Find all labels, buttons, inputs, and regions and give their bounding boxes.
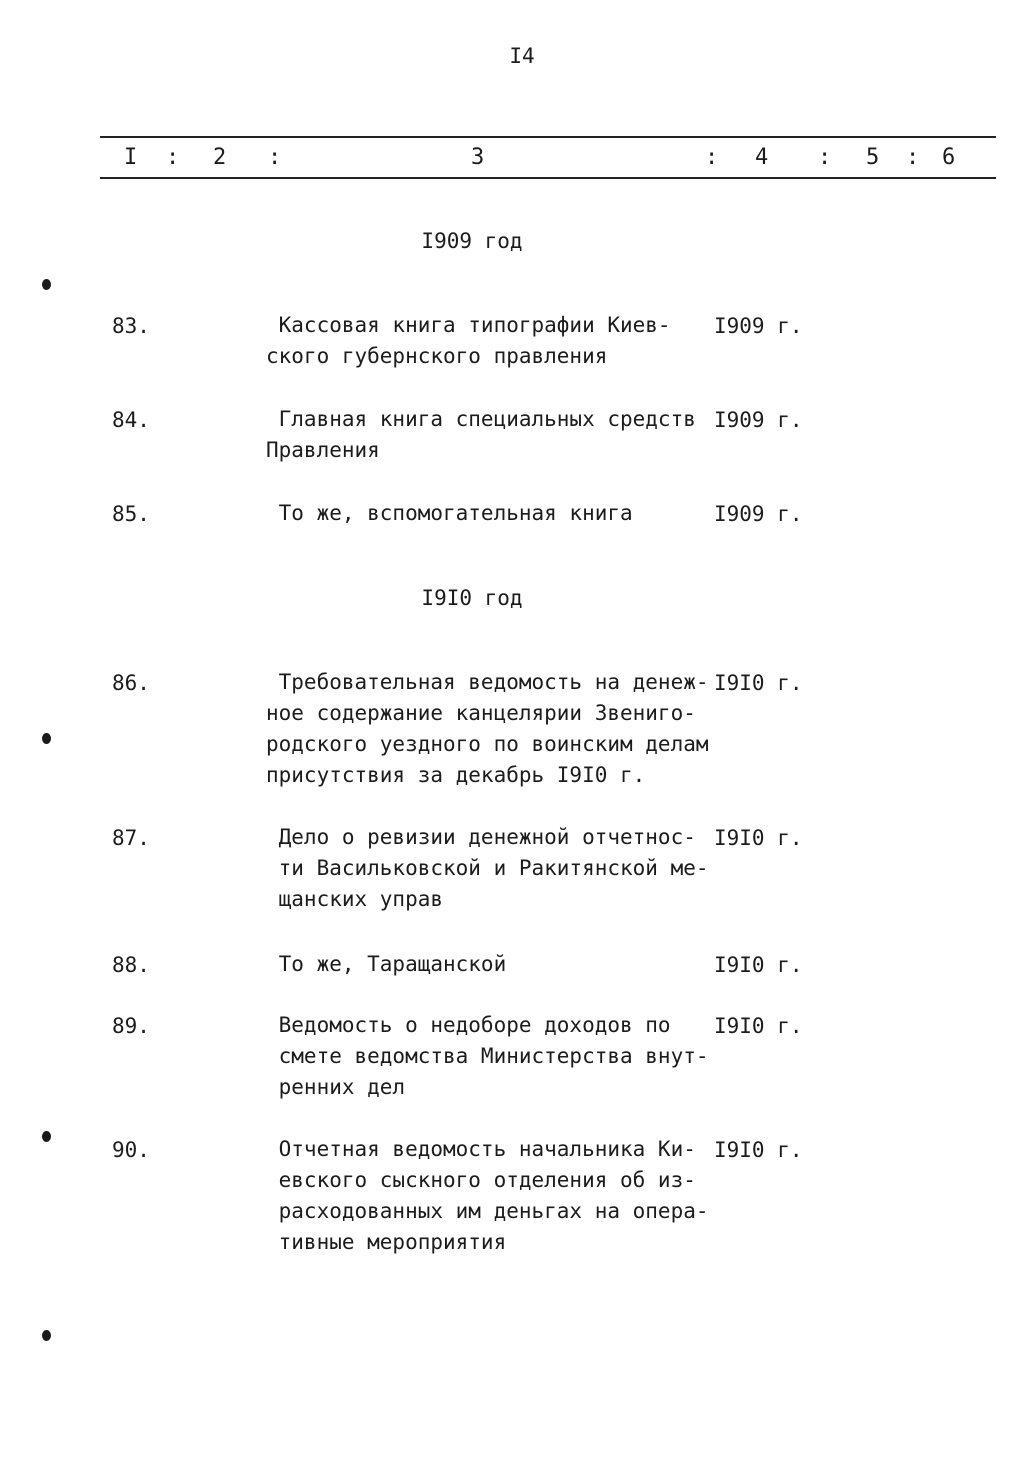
column-separator: : (906, 145, 920, 170)
entry-date: I909 г. (714, 502, 803, 526)
column-header-1: I (124, 145, 138, 170)
column-separator: : (705, 145, 719, 170)
column-header-4: 4 (755, 145, 769, 170)
entry-date: I9I0 г. (714, 671, 803, 695)
column-separator: : (268, 145, 282, 170)
entry-title: Требовательная ведомость на денеж- ное содержание канцелярии Звенигo- родского уездного по воинским делам присутствия за декабрь I9I0 г. (266, 670, 709, 787)
entry-date: I9I0 г. (714, 826, 803, 850)
year-heading: I909 год (421, 229, 523, 253)
entry-number: 83. (112, 314, 150, 338)
entry-number: 87. (112, 826, 150, 850)
entry-title: Главная книга специальных средств Правления (266, 407, 696, 462)
entry-date: I909 г. (714, 314, 803, 338)
entry-date: I9I0 г. (714, 953, 803, 977)
entry-title: То же, вспомогательная книга (266, 501, 633, 525)
binding-hole-mark (42, 1330, 51, 1341)
column-header-3: 3 (471, 145, 485, 170)
entry-number: 86. (112, 671, 150, 695)
entry-number: 90. (112, 1138, 150, 1162)
binding-hole-mark (42, 1131, 51, 1142)
column-header-6: 6 (942, 145, 956, 170)
header-rule-bottom (100, 177, 996, 179)
entry-title: Ведомость о недоборе доходов по смете ведомства Министерства внут- ренних дел (266, 1013, 709, 1099)
entry-date: I9I0 г. (714, 1014, 803, 1038)
entry-title: То же, Таращанской (266, 952, 507, 976)
entry-date: I909 г. (714, 408, 803, 432)
binding-hole-mark (42, 733, 51, 744)
column-header-2: 2 (213, 145, 227, 170)
binding-hole-mark (42, 279, 51, 290)
entry-title: Отчетная ведомость начальника Ки- евского сыскного отделения об из- расходованных им деньгах на опера- тивные мероприятия (266, 1137, 709, 1254)
entry-title: Кассовая книга типографии Киев- ского губернского правления (266, 313, 671, 368)
entry-number: 89. (112, 1014, 150, 1038)
column-separator: : (818, 145, 832, 170)
entry-number: 85. (112, 502, 150, 526)
page-number: I4 (509, 44, 535, 68)
year-heading: I9I0 год (421, 586, 523, 610)
column-separator: : (166, 145, 180, 170)
header-rule-top (100, 136, 996, 138)
column-header-5: 5 (866, 145, 880, 170)
entry-title: Дело о ревизии денежной отчетнос- ти Васильковской и Ракитянской ме- щанских управ (266, 825, 709, 911)
entry-date: I9I0 г. (714, 1138, 803, 1162)
entry-number: 84. (112, 408, 150, 432)
entry-number: 88. (112, 953, 150, 977)
